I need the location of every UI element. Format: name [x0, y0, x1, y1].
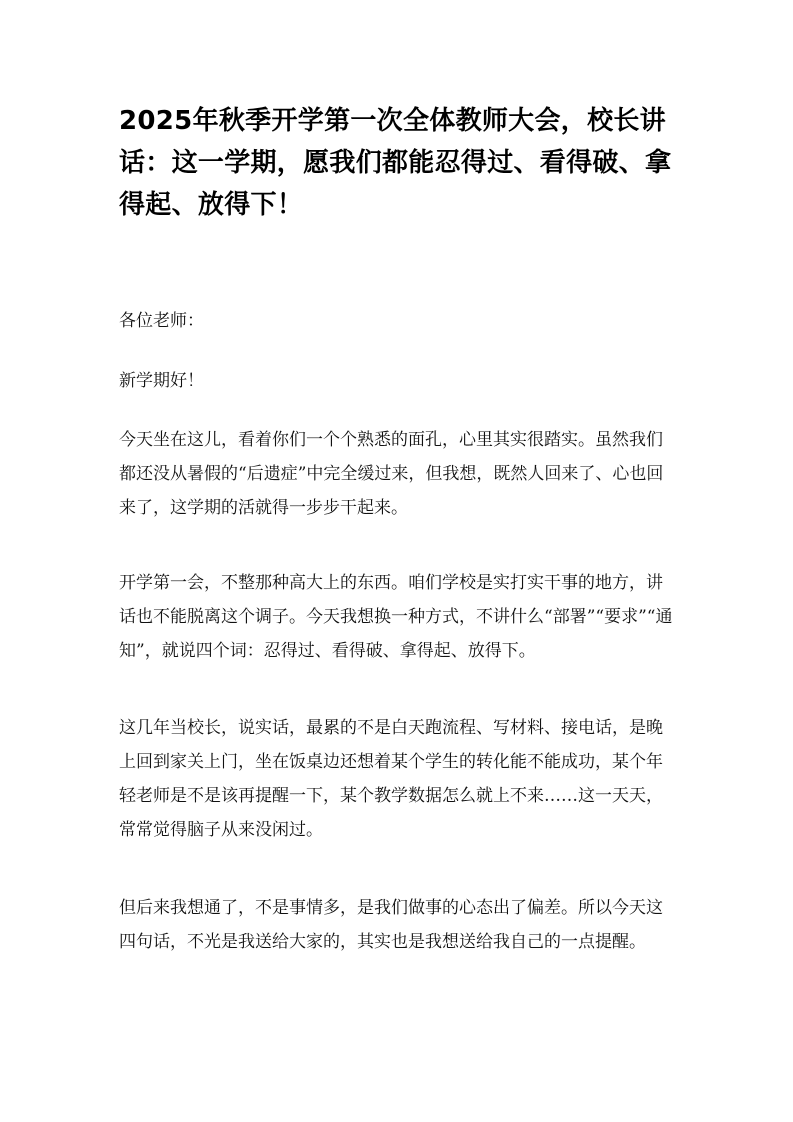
document-title: 2025年秋季开学第一次全体教师大会，校长讲话：这一学期，愿我们都能忍得过、看得破、拿得起、放得下！: [119, 106, 672, 220]
paragraph: 今天坐在这儿，看着你们一个个熟悉的面孔，心里其实很踏实。虽然我们都还没从暑假的“后遗症”中完全缓过来，但我想，既然人回来了、心也回来了，这学期的活就得一步步干起来。: [119, 430, 664, 518]
salutation: 各位老师：: [119, 311, 204, 331]
paragraph: 但后来我想通了，不是事情多，是我们做事的心态出了偏差。所以今天这四句话，不光是我送给大家的，其实也是我想送给我自己的一点提醒。: [119, 898, 663, 952]
paragraph: 开学第一会，不整那种高大上的东西。咱们学校是实打实干事的地方，讲话也不能脱离这个调子。今天我想换一种方式，不讲什么“部署”“要求”“通知”，就说四个词：忍得过、看得破、拿得起、放得下。: [119, 573, 673, 661]
greeting: 新学期好！: [119, 371, 204, 391]
paragraph: 这几年当校长，说实话，最累的不是白天跑流程、写材料、接电话，是晚上回到家关上门，坐在饭桌边还想着某个学生的转化能不能成功，某个年轻老师是不是该再提醒一下，某个教学数据怎么就上不来……这一天天，常常觉得脑子从来没闲过。: [119, 718, 663, 840]
